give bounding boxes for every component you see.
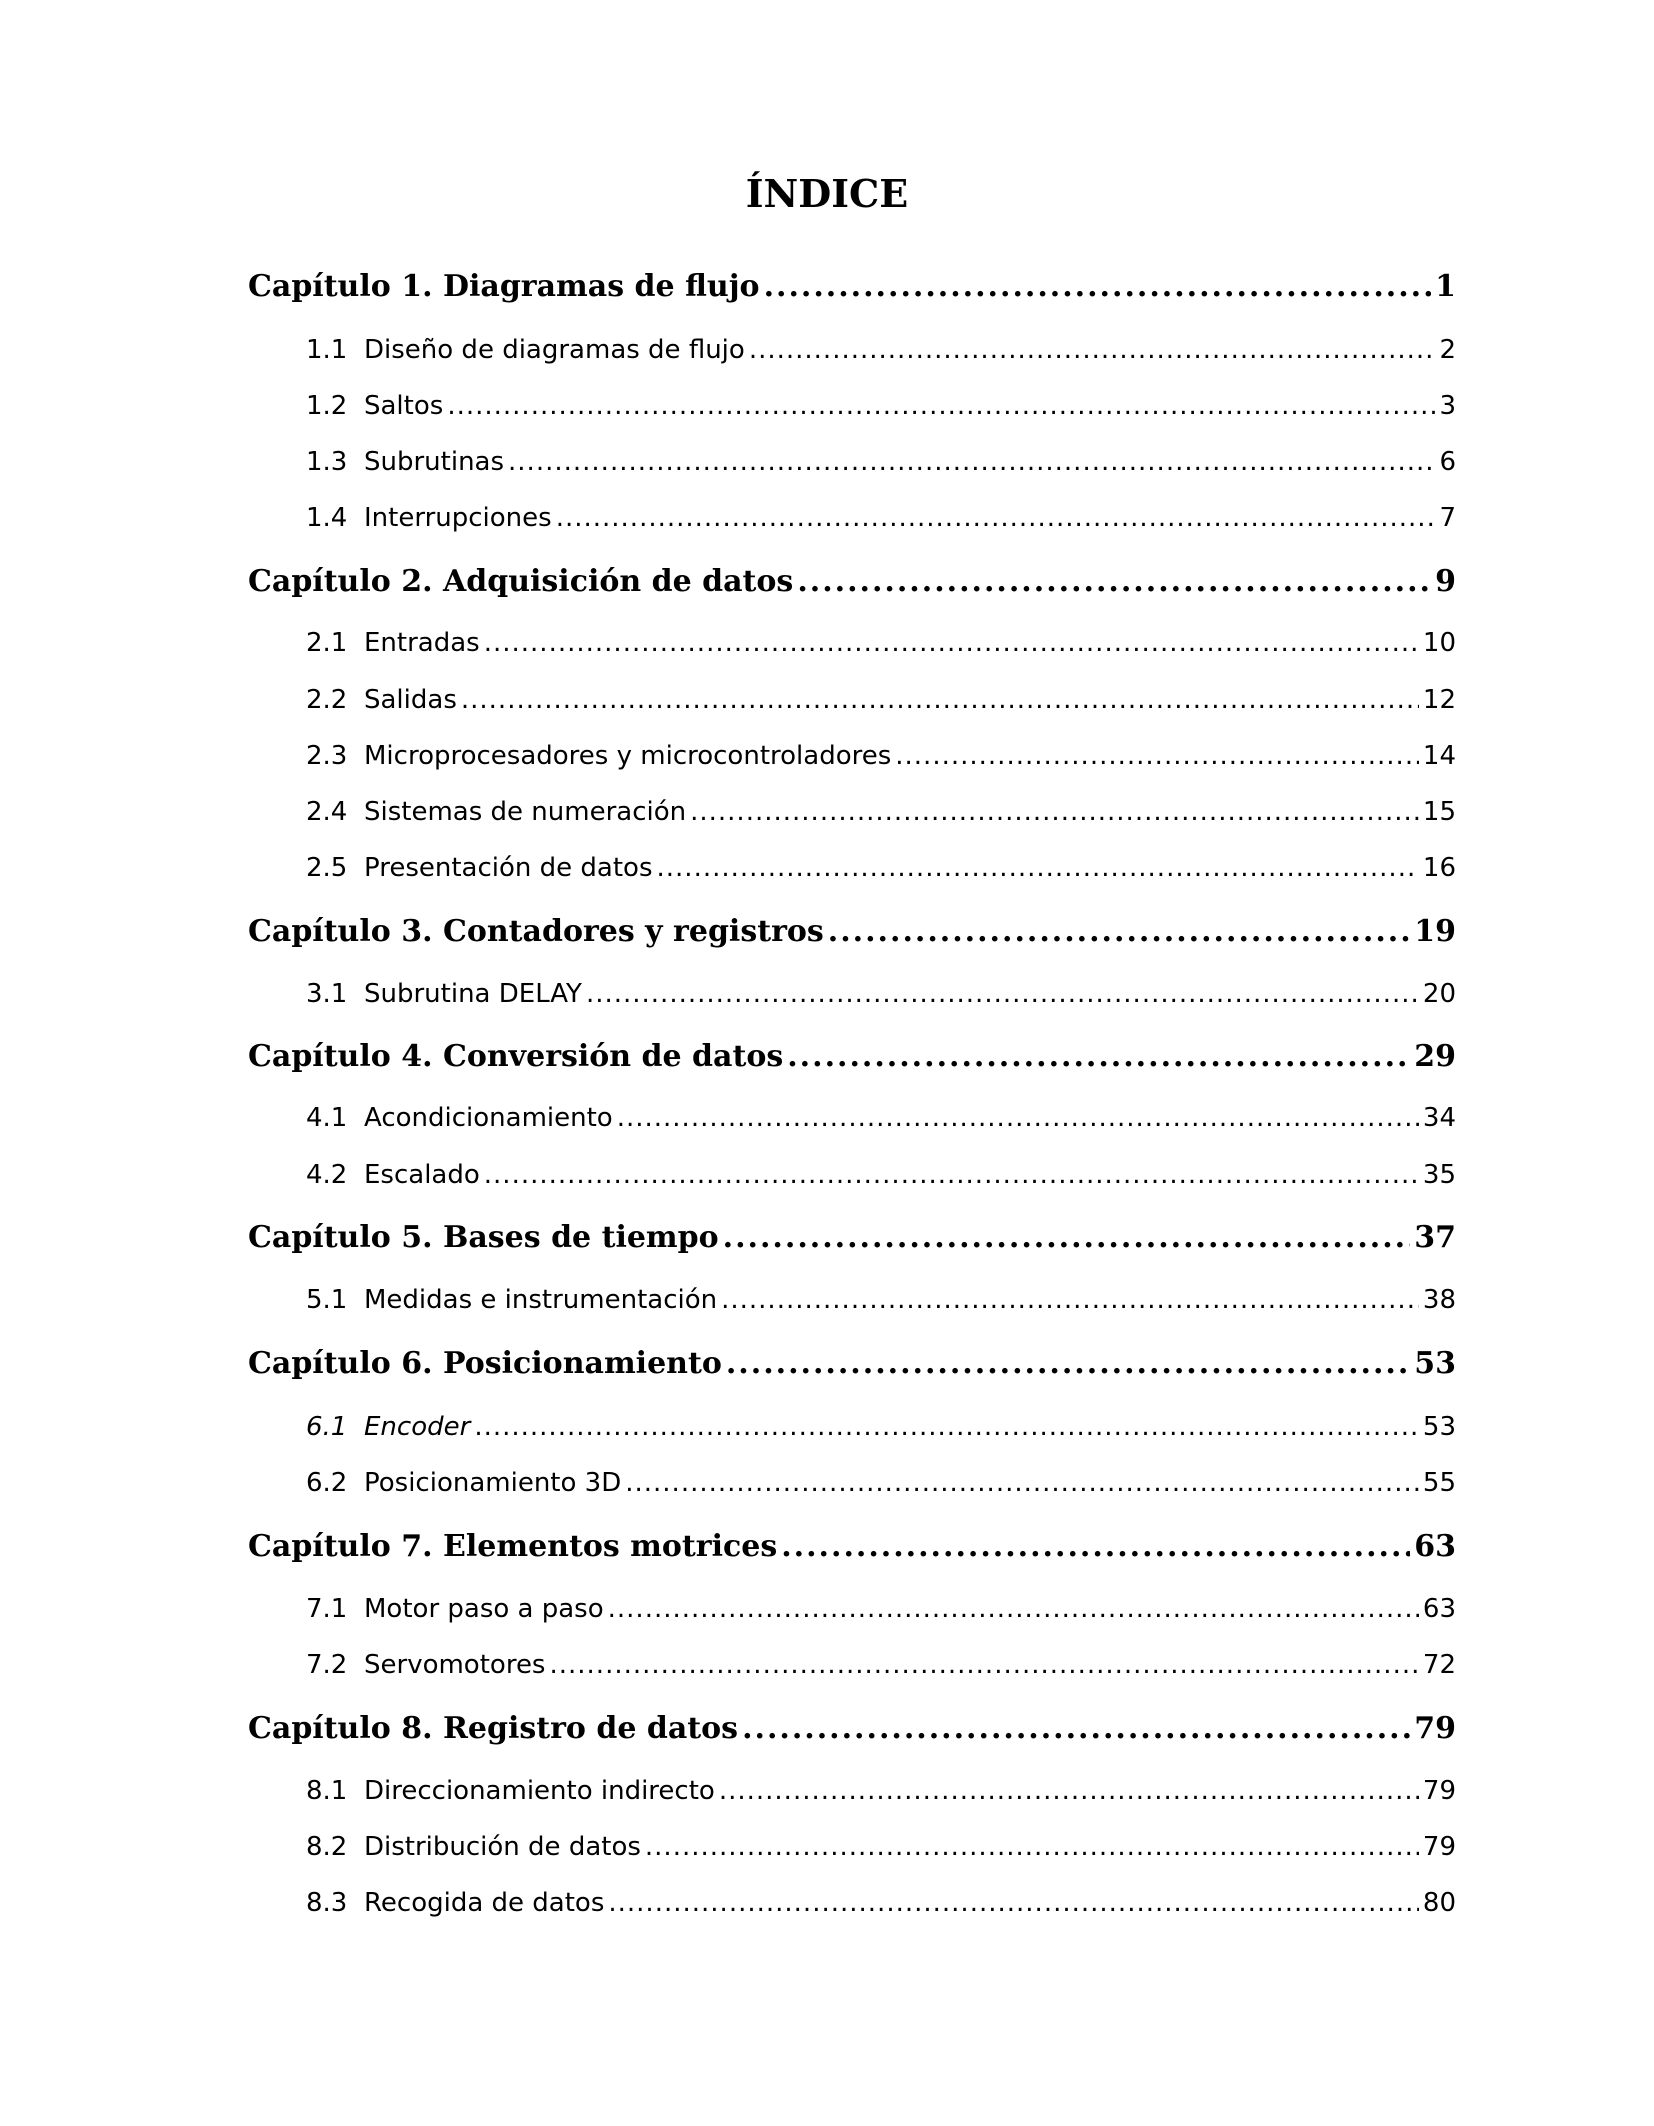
dot-leader	[657, 848, 1419, 888]
toc-entry-number: 2.5	[306, 853, 348, 883]
toc-entry-label: Interrupciones	[364, 503, 552, 533]
toc-entry-number: 2.1	[306, 628, 348, 658]
toc-entry-label: Presentación de datos	[364, 853, 653, 883]
dot-leader	[764, 264, 1432, 310]
toc-entry-page-number: 72	[1422, 1650, 1456, 1680]
toc-section-entry[interactable]	[306, 1463, 1456, 1503]
toc-entry-page-number: 38	[1422, 1285, 1456, 1315]
toc-entry-page-number: 6	[1439, 447, 1456, 477]
toc-section-entry[interactable]	[306, 1155, 1456, 1195]
toc-entry-page-number: 14	[1422, 741, 1456, 771]
toc-entry-label: Capítulo 8. Registro de datos	[248, 1711, 739, 1746]
toc-section-entry[interactable]	[306, 974, 1456, 1014]
toc-entry-page-number: 19	[1414, 914, 1456, 949]
toc-section-entry[interactable]	[306, 442, 1456, 482]
dot-leader	[645, 1827, 1419, 1867]
dot-leader	[549, 1645, 1418, 1685]
toc-entry-label: Sistemas de numeración	[364, 797, 687, 827]
dot-leader	[484, 623, 1419, 663]
toc-chapter-entry[interactable]	[248, 1524, 1456, 1570]
toc-section-entry[interactable]	[306, 1645, 1456, 1685]
toc-entry-number: 1.2	[306, 391, 348, 421]
toc-entry-number: 4.1	[306, 1103, 348, 1133]
toc-entry-number: 2.2	[306, 685, 348, 715]
toc-entry-label: Escalado	[364, 1160, 480, 1190]
dot-leader	[617, 1098, 1419, 1138]
toc-entry-number: 2.4	[306, 797, 348, 827]
toc-entry-page-number: 10	[1422, 628, 1456, 658]
toc-chapter-entry[interactable]	[248, 1706, 1456, 1752]
toc-entry-label: Diseño de diagramas de flujo	[364, 335, 745, 365]
toc-entry-label: Capítulo 5. Bases de tiempo	[248, 1220, 719, 1255]
dot-leader	[586, 974, 1419, 1014]
toc-entry-label: Motor paso a paso	[364, 1594, 604, 1624]
toc-entry-label: Capítulo 7. Elementos motrices	[248, 1529, 778, 1564]
toc-entry-number: 6.2	[306, 1468, 348, 1498]
toc-section-entry[interactable]	[306, 680, 1456, 720]
toc-section-entry[interactable]	[306, 1280, 1456, 1320]
dot-leader	[828, 909, 1410, 955]
dot-leader	[447, 386, 1435, 426]
dot-leader	[895, 736, 1419, 776]
dot-leader	[608, 1883, 1419, 1923]
toc-chapter-entry[interactable]	[248, 1215, 1456, 1261]
toc-entry-label: Entradas	[364, 628, 480, 658]
toc-entry-number: 2.3	[306, 741, 348, 771]
toc-section-entry[interactable]	[306, 1589, 1456, 1629]
toc-entry-page-number: 80	[1422, 1888, 1456, 1918]
toc-chapter-entry[interactable]	[248, 1034, 1456, 1080]
toc-entry-label: Salidas	[364, 685, 457, 715]
toc-entry-label: Servomotores	[364, 1650, 546, 1680]
toc-entry-page-number: 55	[1422, 1468, 1456, 1498]
toc-section-entry[interactable]	[306, 386, 1456, 426]
dot-leader	[787, 1034, 1410, 1080]
toc-entry-number: 5.1	[306, 1285, 348, 1315]
toc-entry-label: Microprocesadores y microcontroladores	[364, 741, 892, 771]
toc-entry-label: Capítulo 6. Posicionamiento	[248, 1346, 722, 1381]
toc-section-entry[interactable]	[306, 1827, 1456, 1867]
dot-leader	[608, 1589, 1419, 1629]
toc-entry-label: Subrutinas	[364, 447, 505, 477]
toc-entry-page-number: 15	[1422, 797, 1456, 827]
dot-leader	[690, 792, 1419, 832]
toc-entry-number: 1.3	[306, 447, 348, 477]
toc-entry-label: Saltos	[364, 391, 444, 421]
toc-entry-number: 4.2	[306, 1160, 348, 1190]
toc-entry-number: 6.1	[306, 1412, 348, 1442]
toc-entry-number: 8.1	[306, 1776, 348, 1806]
toc-section-entry[interactable]	[306, 498, 1456, 538]
dot-leader	[474, 1407, 1419, 1447]
toc-entry-page-number: 63	[1422, 1594, 1456, 1624]
toc-entry-page-number: 37	[1414, 1220, 1456, 1255]
toc-entry-page-number: 12	[1422, 685, 1456, 715]
toc-entry-number: 7.1	[306, 1594, 348, 1624]
toc-entry-page-number: 20	[1422, 979, 1456, 1009]
toc-entry-page-number: 79	[1422, 1832, 1456, 1862]
toc-entry-page-number: 16	[1422, 853, 1456, 883]
toc-entry-page-number: 53	[1414, 1346, 1456, 1381]
toc-entry-page-number: 79	[1422, 1776, 1456, 1806]
dot-leader	[719, 1771, 1419, 1811]
toc-entry-label: Posicionamiento 3D	[364, 1468, 622, 1498]
toc-chapter-entry[interactable]	[248, 264, 1456, 310]
toc-entry-page-number: 34	[1422, 1103, 1456, 1133]
toc-section-entry[interactable]	[306, 1883, 1456, 1923]
toc-section-entry[interactable]	[306, 1098, 1456, 1138]
toc-section-entry[interactable]	[306, 848, 1456, 888]
toc-entry-number: 1.1	[306, 335, 348, 365]
dot-leader	[749, 330, 1436, 370]
toc-entry-label: Capítulo 2. Adquisición de datos	[248, 564, 794, 599]
toc-entry-label: Capítulo 1. Diagramas de flujo	[248, 269, 760, 304]
toc-chapter-entry[interactable]	[248, 1341, 1456, 1387]
dot-leader	[461, 680, 1419, 720]
toc-entry-label: Capítulo 4. Conversión de datos	[248, 1039, 784, 1074]
page-title: ÍNDICE	[745, 171, 909, 216]
dot-leader	[721, 1280, 1419, 1320]
toc-entry-page-number: 35	[1422, 1160, 1456, 1190]
toc-section-entry[interactable]	[306, 330, 1456, 370]
toc-entry-label: Medidas e instrumentación	[364, 1285, 718, 1315]
toc-entry-page-number: 1	[1435, 269, 1456, 304]
toc-section-entry[interactable]	[306, 1771, 1456, 1811]
toc-entry-label: Encoder	[364, 1412, 471, 1442]
toc-entry-number: 7.2	[306, 1650, 348, 1680]
toc-entry-page-number: 63	[1414, 1529, 1456, 1564]
toc-entry-label: Direccionamiento indirecto	[364, 1776, 715, 1806]
toc-entry-label: Capítulo 3. Contadores y registros	[248, 914, 824, 949]
toc-section-entry[interactable]	[306, 792, 1456, 832]
toc-entry-page-number: 2	[1439, 335, 1456, 365]
toc-entry-number: 1.4	[306, 503, 348, 533]
toc-entry-label: Recogida de datos	[364, 1888, 605, 1918]
toc-chapter-entry[interactable]	[248, 909, 1456, 955]
dot-leader	[508, 442, 1435, 482]
dot-leader	[723, 1215, 1411, 1261]
dot-leader	[556, 498, 1436, 538]
dot-leader	[781, 1524, 1410, 1570]
toc-section-entry[interactable]	[306, 736, 1456, 776]
dot-leader	[484, 1155, 1419, 1195]
toc-section-entry[interactable]	[306, 1407, 1456, 1447]
toc-section-entry[interactable]	[306, 623, 1456, 663]
toc-entry-page-number: 7	[1439, 503, 1456, 533]
toc-entry-page-number: 29	[1414, 1039, 1456, 1074]
dot-leader	[625, 1463, 1419, 1503]
dot-leader	[797, 559, 1431, 605]
dot-leader	[726, 1341, 1410, 1387]
toc-entry-label: Subrutina DELAY	[364, 979, 582, 1009]
toc-entry-number: 3.1	[306, 979, 348, 1009]
toc-entry-label: Acondicionamiento	[364, 1103, 613, 1133]
toc-entry-page-number: 9	[1435, 564, 1456, 599]
toc-entry-number: 8.2	[306, 1832, 348, 1862]
toc-entry-page-number: 79	[1414, 1711, 1456, 1746]
toc-entry-label: Distribución de datos	[364, 1832, 641, 1862]
toc-chapter-entry[interactable]	[248, 559, 1456, 605]
toc-entry-page-number: 3	[1439, 391, 1456, 421]
toc-entry-page-number: 53	[1422, 1412, 1456, 1442]
dot-leader	[742, 1706, 1410, 1752]
toc-entry-number: 8.3	[306, 1888, 348, 1918]
